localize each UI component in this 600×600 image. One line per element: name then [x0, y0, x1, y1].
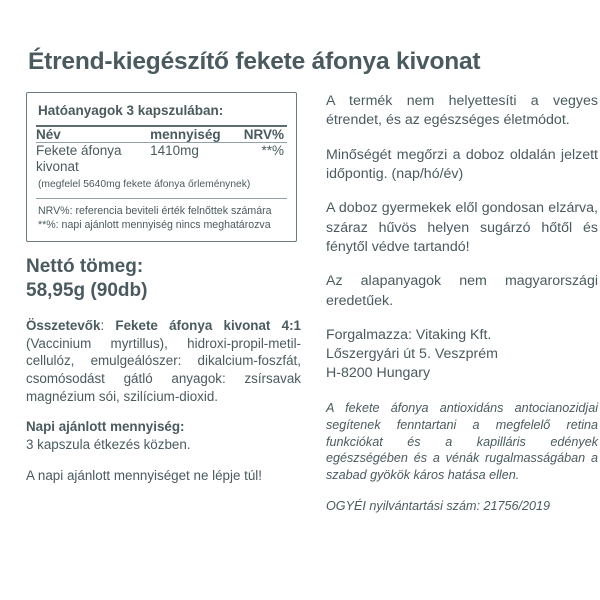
net-weight-label: Nettó tömeg: — [26, 256, 144, 278]
ingredient-amount: 1410mg — [150, 143, 199, 158]
composition-separator: : — [100, 318, 116, 333]
diet-disclaimer: A termék nem helyettesíti a vegyes étrendet, és az egészséges életmódot. — [326, 93, 598, 129]
footnote-nrv: NRV%: referencia beviteli érték felnőttek számára — [38, 205, 272, 218]
footnote-asterisk: **%: napi ajánlott mennyiség nincs meghatározva — [38, 219, 271, 232]
ingredient-name: Fekete áfonya kivonat — [36, 143, 122, 174]
active-ingredients-heading: Hatóanyagok 3 kapszulában: — [38, 103, 224, 118]
ingredients-body — [36, 143, 287, 175]
ingredient-nrv: **% — [261, 143, 284, 158]
table-header-row — [36, 127, 287, 142]
table-row — [36, 143, 287, 175]
health-claim: A fekete áfonya antioxidáns antocianozidjai segítenek fenntartani a megfelelő retina funkciókat és a kapilláris edények egészségében és a vénák rugalmasságában a szabad gyökök káros hatása ellen. — [326, 400, 598, 483]
distributor-name: Forgalmazza: Vitaking Kft. — [326, 326, 492, 343]
panel-footnotes — [36, 199, 287, 233]
column-header-nrv: NRV% — [243, 127, 284, 142]
distributor-city: H-8200 Hungary — [326, 365, 431, 382]
ingredients-table — [36, 127, 287, 142]
page-title: Étrend-kiegészítő fekete áfonya kivonat — [28, 48, 481, 75]
composition-heading: Összetevők — [26, 318, 101, 333]
composition-highlight: Fekete áfonya kivonat 4:1 — [115, 318, 301, 333]
dosage-value: 3 kapszula étkezés közben. — [26, 437, 191, 453]
label-columns — [0, 92, 600, 515]
column-header-name: Név — [36, 127, 61, 142]
storage-warning: A doboz gyermekek elől gondosan elzárva, száraz hűvös helyen sugárzó hőtől és fénytől védve tartandó! — [326, 200, 598, 255]
net-weight-value: 58,95g (90db) — [26, 280, 148, 302]
net-weight-block — [26, 255, 301, 303]
distributor-street: Lőszergyári út 5. Veszprém — [326, 346, 498, 363]
active-ingredients-panel — [26, 92, 297, 242]
right-column — [326, 92, 598, 515]
registration-number: OGYÉI nyilvántartási szám: 21756/2019 — [326, 499, 551, 514]
left-column — [26, 92, 301, 485]
dosage-block — [26, 418, 301, 453]
origin-note: Az alapanyagok nem magyarországi eredetűek. — [326, 273, 598, 309]
distributor-block — [326, 326, 598, 384]
composition-block — [26, 317, 301, 405]
composition-rest: (Vaccinium myrtillus), hidroxi-propil-metil-cellulóz, emulgeálószer: dikalcium-foszfát, csomósodást gátló anyagok: zsírsavak magnézium sói, szilícium-dioxid. — [26, 335, 301, 404]
dosage-warning: A napi ajánlott mennyiséget ne lépje túl! — [26, 467, 262, 483]
column-header-amount: mennyiség — [150, 127, 221, 142]
dosage-heading: Napi ajánlott mennyiség: — [26, 419, 185, 435]
best-before-note: Minőségét megőrzi a doboz oldalán jelzett időpontig. (nap/hó/év) — [326, 146, 598, 182]
ingredient-equivalence: (megfelel 5640mg fekete áfonya őrleménynek) — [38, 178, 251, 190]
